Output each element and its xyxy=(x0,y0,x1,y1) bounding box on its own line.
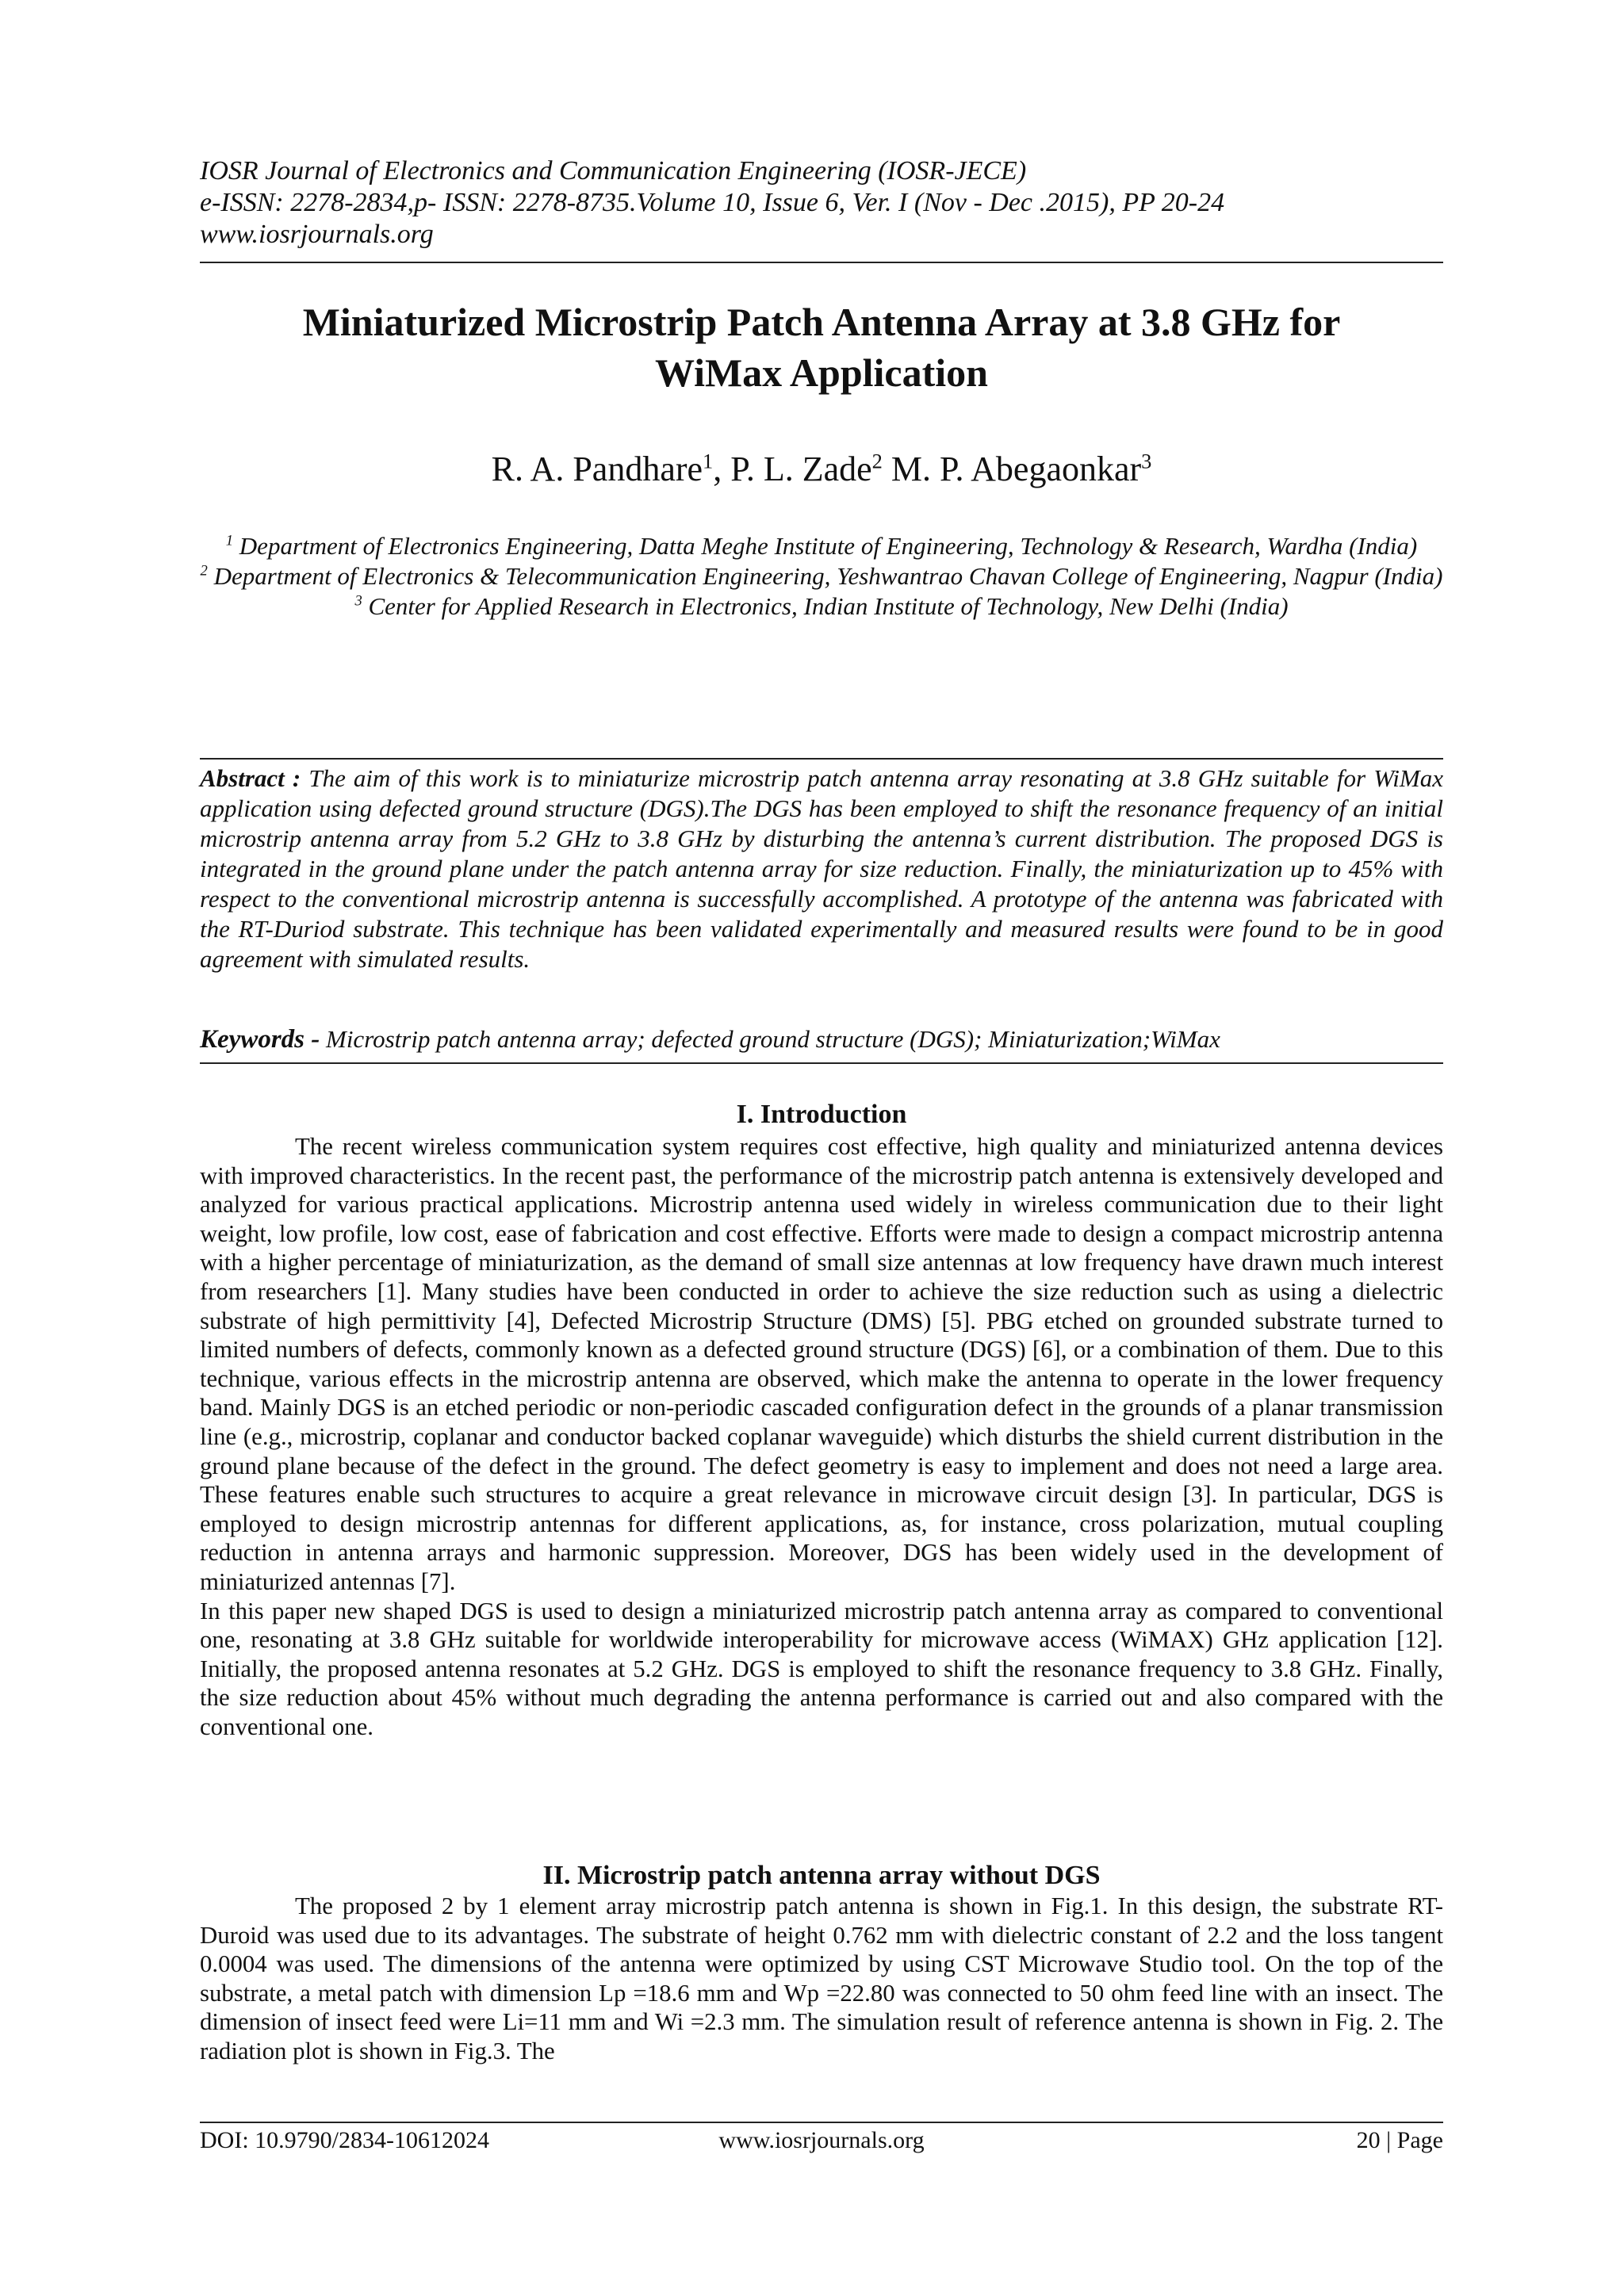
title-line-1: Miniaturized Microstrip Patch Antenna Array at 3.8 GHz for xyxy=(302,300,1341,344)
author-1: R. A. Pandhare xyxy=(491,450,703,488)
abstract-bottom-rule xyxy=(200,1062,1443,1064)
abstract xyxy=(200,763,1443,974)
affiliation-3-sup: 3 xyxy=(354,592,362,610)
affiliation-2-sup: 2 xyxy=(200,562,208,580)
journal-name: IOSR Journal of Electronics and Communication Engineering (IOSR-JECE) xyxy=(200,156,1027,186)
author-2-sup: 2 xyxy=(871,449,883,473)
affiliation-1 xyxy=(200,531,1443,561)
affiliation-3-text: Center for Applied Research in Electronics, Indian Institute of Technology, New Delhi (India) xyxy=(368,592,1289,620)
paper-title xyxy=(200,297,1443,398)
author-3: M. P. Abegaonkar xyxy=(882,450,1142,488)
author-2: , P. L. Zade xyxy=(713,450,872,488)
author-1-sup: 1 xyxy=(703,449,714,473)
affiliation-1-sup: 1 xyxy=(225,532,234,549)
abstract-top-rule xyxy=(200,758,1443,760)
introduction-body xyxy=(200,1132,1443,1741)
header-rule xyxy=(200,262,1443,263)
keywords-text: Microstrip patch antenna array; defected ground structure (DGS); Miniaturization;WiMax xyxy=(326,1025,1220,1053)
author-3-sup: 3 xyxy=(1141,449,1152,473)
footer-website[interactable]: www.iosrjournals.org xyxy=(718,2127,925,2153)
section2-body xyxy=(200,1892,1443,2066)
footer-doi: DOI: 10.9790/2834-10612024 xyxy=(200,2127,489,2153)
journal-issn: e-ISSN: 2278-2834,p- ISSN: 2278-8735.Volume 10, Issue 6, Ver. I (Nov - Dec .2015), PP 20-24 xyxy=(200,188,1225,217)
section2-paragraph-1: The proposed 2 by 1 element array microstrip patch antenna is shown in Fig.1. In this design, the substrate RT-Duroid was used due to its advantages. The substrate of height 0.762 mm with dielectric constant of 2.2 and the loss tangent 0.0004 was used. The dimensions of the antenna were optimized by using CST Microwave Studio tool. On the top of the substrate, a metal patch with dimension Lp =18.6 mm and Wp =22.80 was connected to 50 ohm feed line with an insect. The dimension of insect feed were Li=11 mm and Wi =2.3 mm. The simulation result of reference antenna is shown in Fig. 2. The radiation plot is shown in Fig.3. The xyxy=(200,1892,1443,2064)
affiliation-2 xyxy=(200,561,1443,591)
section-heading-introduction: I. Introduction xyxy=(736,1100,907,1129)
abstract-label: Abstract : xyxy=(200,764,301,792)
introduction-paragraph-1: The recent wireless communication system requires cost effective, high quality and miniaturized antenna devices with improved characteristics. In the recent past, the performance of the microstrip patch antenna is extensively developed and analyzed for various practical applications. Microstrip antenna used widely in wireless communication due to their light weight, low profile, low cost, ease of fabrication and cost effective. Efforts were made to design a compact microstrip antenna with a higher percentage of miniaturization, as the demand of small size antennas at low frequency have drawn much interest from researchers [1]. Many studies have been conducted in order to achieve the size reduction such as using a dielectric substrate of high permittivity [4], Defected Microstrip Structure (DMS) [5]. PBG etched on grounded substrate turned to limited numbers of defects, commonly known as a defected ground structure (DGS) [6], or a combination of them. Due to this technique, various effects in the microstrip antenna are observed, which make the antenna to operate in the lower frequency band. Mainly DGS is an etched periodic or non-periodic cascaded configuration defect in the grounds of a planar transmission line (e.g., microstrip, coplanar and conductor backed coplanar waveguide) which disturbs the shield current distribution in the ground plane because of the defect in the ground. The defect geometry is easy to implement and does not need a large area. These features enable such structures to acquire a great relevance in microwave circuit design [3]. In particular, DGS is employed to design microstrip antennas for different applications, as, for instance, cross polarization, mutual coupling reduction in antenna arrays and harmonic suppression. Moreover, DGS has been widely used in the development of miniaturized antennas [7]. xyxy=(200,1133,1443,1595)
abstract-text: The aim of this work is to miniaturize microstrip patch antenna array resonating at 3.8 GHz suitable for WiMax application using defected ground structure (DGS).The DGS has been employed to shift the resonance frequency of an initial microstrip antenna array from 5.2 GHz to 3.8 GHz by disturbing the antenna’s current distribution. The proposed DGS is integrated in the ground plane under the patch antenna array for size reduction. Finally, the miniaturization up to 45% with respect to the conventional microstrip antenna is successfully accomplished. A prototype of the antenna was fabricated with the RT-Duriod substrate. This technique has been validated experimentally and measured results were found to be in good agreement with simulated results. xyxy=(200,764,1443,973)
author-list xyxy=(200,449,1443,490)
title-line-2: WiMax Application xyxy=(655,350,988,395)
journal-header xyxy=(200,155,1443,251)
footer-rule xyxy=(200,2122,1443,2123)
affiliation-3 xyxy=(200,591,1443,622)
journal-website[interactable]: www.iosrjournals.org xyxy=(200,220,434,249)
footer-page-number: 20 | Page xyxy=(1356,2127,1443,2153)
keywords xyxy=(200,1024,1443,1054)
introduction-paragraph-2: In this paper new shaped DGS is used to design a miniaturized microstrip patch antenna array as compared to conventional one, resonating at 3.8 GHz suitable for worldwide interoperability for microwave access (WiMAX) GHz application [12]. Initially, the proposed antenna resonates at 5.2 GHz. DGS is employed to shift the resonance frequency to 3.8 GHz. Finally, the size reduction about 45% without much degrading the antenna performance is carried out and also compared with the conventional one. xyxy=(200,1597,1443,1740)
affiliation-2-text: Department of Electronics & Telecommunication Engineering, Yeshwantrao Chavan College of Engineering, Nagpur (India) xyxy=(213,562,1443,590)
affiliation-1-text: Department of Electronics Engineering, Datta Meghe Institute of Engineering, Technology & Research, Wardha (India) xyxy=(239,532,1418,560)
section-heading-without-dgs: II. Microstrip patch antenna array without DGS xyxy=(542,1861,1101,1890)
affiliations xyxy=(200,531,1443,622)
keywords-label: Keywords - xyxy=(200,1025,320,1054)
